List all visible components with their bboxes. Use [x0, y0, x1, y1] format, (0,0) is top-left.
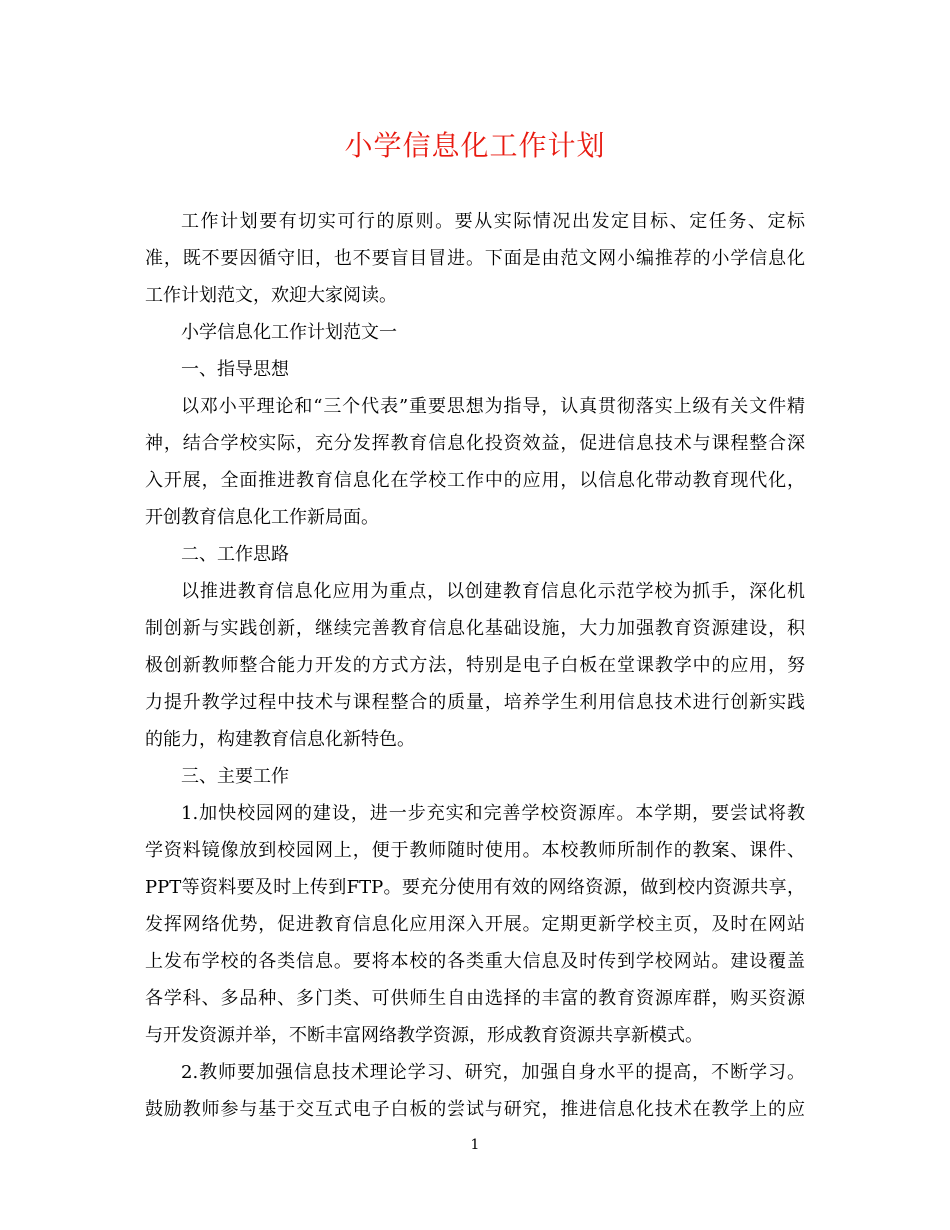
text-line: 开创教育信息化工作新局面。	[145, 507, 379, 528]
text-line: 的能力，构建教育信息化新特色。	[145, 729, 415, 750]
text-line: 发挥网络优势，促进教育信息化应用深入开展。定期更新学校主页，及时在网站	[145, 914, 805, 935]
text-line: 神，结合学校实际，充分发挥教育信息化投资效益，促进信息技术与课程整合深	[145, 433, 805, 454]
text-line: 一、指导思想	[181, 359, 289, 380]
text-line: 与开发资源并举，不断丰富网络教学资源，形成教育资源共享新模式。	[145, 1025, 703, 1046]
text-line: 小学信息化工作计划范文一	[181, 322, 397, 343]
text-line: 入开展，全面推进教育信息化在学校工作中的应用，以信息化带动教育现代化，	[145, 470, 805, 491]
text-line: 工作计划要有切实可行的原则。要从实际情况出发定目标、定任务、定标	[181, 211, 805, 232]
text-line: 2.教师要加强信息技术理论学习、研究，加强自身水平的提高，不断学习。	[181, 1062, 805, 1083]
text-line: 二、工作思路	[181, 544, 289, 565]
page-number: 1	[470, 1137, 480, 1153]
text-line: 1.加快校园网的建设，进一步充实和完善学校资源库。本学期，要尝试将教	[181, 803, 805, 824]
text-line: 力提升教学过程中技术与课程整合的质量，培养学生利用信息技术进行创新实践	[145, 692, 805, 713]
text-line: PPT等资料要及时上传到FTP。要充分使用有效的网络资源，做到校内资源共享，	[145, 877, 805, 898]
text-line: 三、主要工作	[181, 766, 289, 787]
text-line: 以邓小平理论和“三个代表”重要思想为指导，认真贯彻落实上级有关文件精	[181, 396, 805, 417]
text-line: 以推进教育信息化应用为重点，以创建教育信息化示范学校为抓手，深化机	[181, 581, 805, 602]
document-title: 小学信息化工作计划	[344, 129, 606, 162]
text-line: 准，既不要因循守旧，也不要盲目冒进。下面是由范文网小编推荐的小学信息化	[145, 248, 805, 269]
text-line: 鼓励教师参与基于交互式电子白板的尝试与研究，推进信息化技术在教学上的应	[145, 1099, 805, 1120]
document-body	[145, 203, 805, 1128]
text-line: 极创新教师整合能力开发的方式方法，特别是电子白板在堂课教学中的应用，努	[145, 655, 805, 676]
text-line: 工作计划范文，欢迎大家阅读。	[145, 285, 397, 306]
text-line: 学资料镜像放到校园网上，便于教师随时使用。本校教师所制作的教案、课件、	[145, 840, 805, 861]
text-line: 各学科、多品种、多门类、可供师生自由选择的丰富的教育资源库群，购买资源	[145, 988, 805, 1009]
text-line: 上发布学校的各类信息。要将本校的各类重大信息及时传到学校网站。建设覆盖	[145, 951, 805, 972]
text-line: 制创新与实践创新，继续完善教育信息化基础设施，大力加强教育资源建设，积	[145, 618, 805, 639]
